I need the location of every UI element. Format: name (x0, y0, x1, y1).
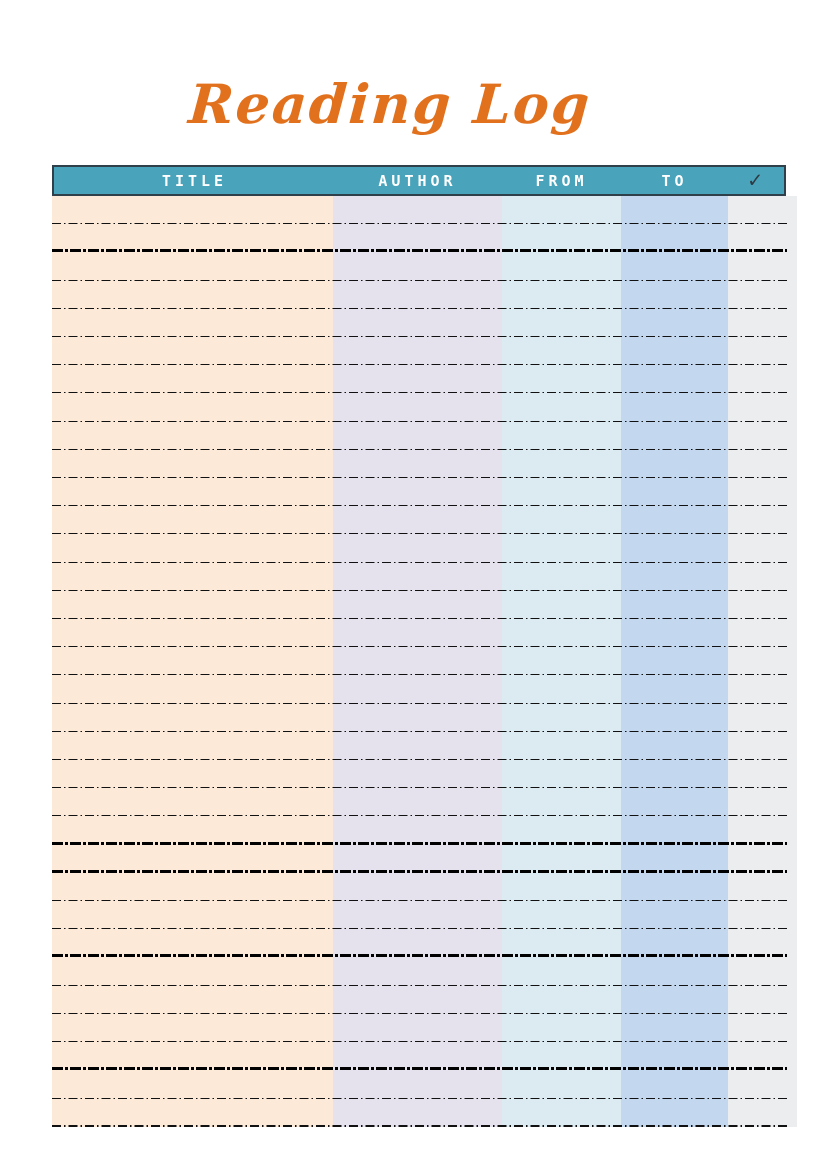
table-row (52, 196, 787, 224)
check-icon: ✓ (748, 167, 762, 193)
table-row (52, 393, 787, 421)
column-header-from: FROM (535, 171, 588, 190)
table-row (52, 929, 787, 957)
column-header-to: TO (661, 171, 688, 190)
table-row (52, 281, 787, 309)
reading-log-table (52, 165, 797, 1127)
table-row (52, 986, 787, 1014)
table-row (52, 901, 787, 929)
table-row (52, 506, 787, 534)
table-row (52, 845, 787, 873)
table-row (52, 591, 787, 619)
table-row (52, 365, 787, 393)
column-header-check (726, 167, 784, 194)
column-header-author: AUTHOR (378, 171, 457, 190)
table-row (52, 675, 787, 703)
table-row (52, 478, 787, 506)
table-row (52, 450, 787, 478)
table-row (52, 563, 787, 591)
table-row (52, 422, 787, 450)
table-row (52, 760, 787, 788)
table-row (52, 816, 787, 844)
table-row (52, 619, 787, 647)
page-title: Reading Log (186, 72, 594, 136)
table-row (52, 224, 787, 252)
table-row (52, 309, 787, 337)
table-row (52, 647, 787, 675)
table-row (52, 252, 787, 280)
table-row (52, 1042, 787, 1070)
table-row (52, 1070, 787, 1098)
table-row (52, 1099, 787, 1127)
table-row (52, 534, 787, 562)
table-row (52, 704, 787, 732)
table-rows (52, 196, 797, 1127)
table-row (52, 957, 787, 985)
column-header-title: TITLE (161, 171, 228, 190)
table-row (52, 337, 787, 365)
table-row (52, 1014, 787, 1042)
table-row (52, 873, 787, 901)
table-row (52, 788, 787, 816)
table-row (52, 732, 787, 760)
table-header (52, 165, 786, 196)
